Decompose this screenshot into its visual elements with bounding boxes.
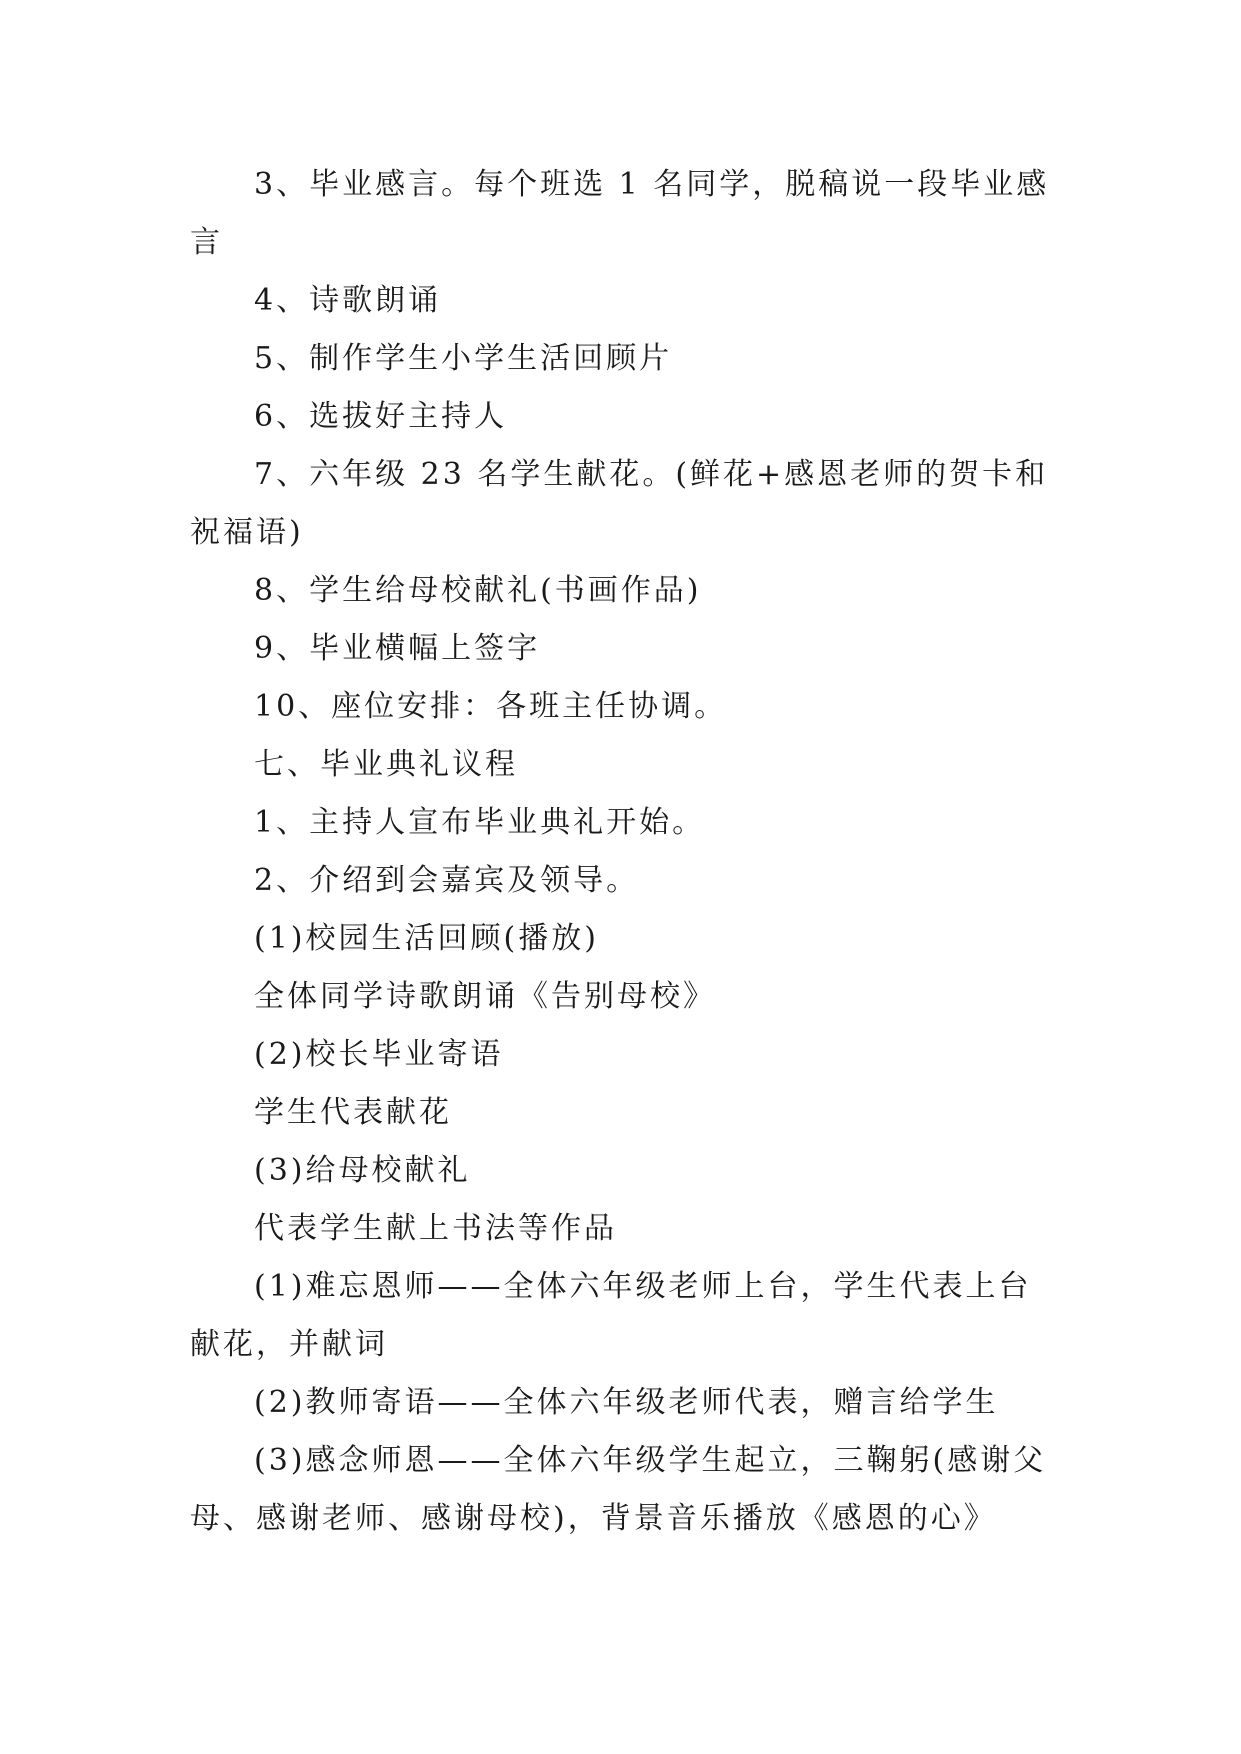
paragraph: 10、座位安排：各班主任协调。 xyxy=(254,689,728,724)
paragraph: 7、六年级 23 名学生献花。(鲜花+感恩老师的贺卡和祝福语) xyxy=(190,457,1049,550)
paragraph: 1、主持人宣布毕业典礼开始。 xyxy=(254,805,706,840)
paragraph: 3、毕业感言。每个班选 1 名同学，脱稿说一段毕业感言 xyxy=(190,167,1050,260)
paragraph: 学生代表献花 xyxy=(254,1095,452,1130)
paragraph: (1)难忘恩师——全体六年级老师上台，学生代表上台献花，并献词 xyxy=(190,1269,1032,1362)
paragraph: 6、选拔好主持人 xyxy=(254,399,508,434)
section-heading: 七、毕业典礼议程 xyxy=(254,747,518,782)
paragraph: (3)给母校献礼 xyxy=(254,1153,471,1188)
paragraph: (2)教师寄语——全体六年级老师代表，赠言给学生 xyxy=(254,1385,999,1420)
paragraph: (3)感念师恩——全体六年级学生起立，三鞠躬(感谢父母、感谢老师、感谢母校)，背景音乐播放《感恩的心》 xyxy=(190,1443,1047,1536)
paragraph: 8、学生给母校献礼(书画作品) xyxy=(254,573,702,608)
document-body xyxy=(190,156,1050,1548)
paragraph: 全体同学诗歌朗诵《告别母校》 xyxy=(254,979,716,1014)
paragraph: 2、介绍到会嘉宾及领导。 xyxy=(254,863,640,898)
paragraph: (1)校园生活回顾(播放) xyxy=(254,921,599,956)
paragraph: (2)校长毕业寄语 xyxy=(254,1037,504,1072)
paragraph: 9、毕业横幅上签字 xyxy=(254,631,541,666)
paragraph: 4、诗歌朗诵 xyxy=(254,283,442,318)
paragraph: 5、制作学生小学生活回顾片 xyxy=(254,341,673,376)
paragraph: 代表学生献上书法等作品 xyxy=(254,1211,617,1246)
